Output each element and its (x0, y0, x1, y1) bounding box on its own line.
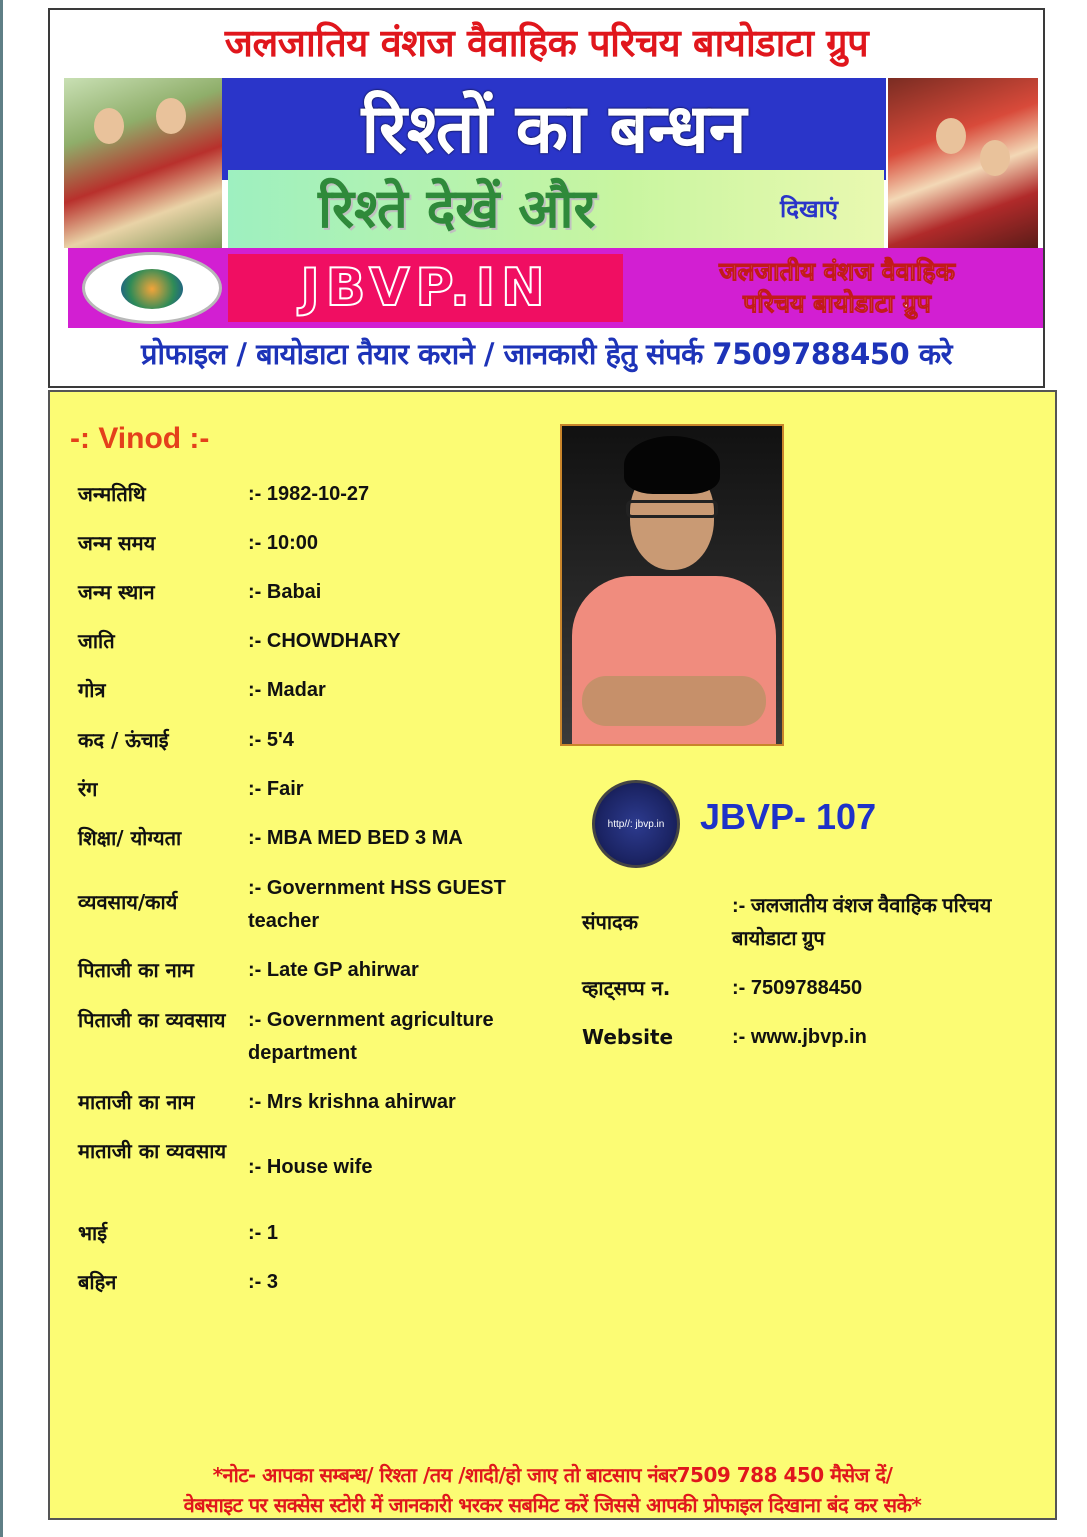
banner-title: जलजातिय वंशज वैवाहिक परिचय बायोडाटा ग्रुप (224, 21, 869, 65)
contact-line: प्रोफाइल / बायोडाटा तैयार कराने / जानकारी हेतु संपर्क 7509788450 करे (141, 337, 952, 371)
headline-block (222, 78, 886, 180)
field-value: :- Government agriculture department (248, 1009, 494, 1064)
contact-label: संपादक (582, 910, 639, 934)
left-edge-rule (0, 0, 3, 1537)
field-label: जन्म स्थान (78, 580, 155, 604)
field-value: :- Government HSS GUEST teacher (248, 877, 506, 932)
subheadline-small-text: दिखाएं (780, 195, 839, 223)
field-value: :- 5'4 (248, 729, 294, 751)
field-label: माताजी का व्यवसाय (78, 1139, 227, 1163)
brand-wordmark: JBVP.IN (300, 258, 551, 318)
badge-text: http//: jbvp.in (607, 819, 665, 830)
header-banner (48, 8, 1045, 388)
profile-photo (560, 424, 784, 746)
field-value: :- CHOWDHARY (248, 630, 401, 652)
field-label: शिक्षा/ योग्यता (78, 826, 182, 850)
field-label: व्यवसाय/कार्य (78, 890, 178, 914)
field-label: कद / ऊंचाई (78, 728, 169, 752)
field-value: :- 1 (248, 1222, 278, 1244)
field-label: जाति (78, 629, 115, 653)
subheadline-text: रिश्ते देखें और (318, 177, 596, 240)
profile-name: -: Vinod :- (70, 422, 210, 455)
contact-label: Website (582, 1025, 674, 1049)
field-value: :- 3 (248, 1271, 278, 1293)
field-label: गोत्र (78, 678, 106, 702)
group-name-line1: जलजातीय वंशज वैवाहिक (719, 257, 955, 286)
field-value: :- 10:00 (248, 532, 319, 554)
contact-label: व्हाट्सप्प न. (582, 976, 671, 1000)
field-label: रंग (78, 777, 98, 801)
field-value: :- Madar (248, 679, 326, 701)
field-label: पिताजी का व्यवसाय (78, 1008, 226, 1032)
couple-photo-left (64, 78, 222, 248)
field-label: जन्मतिथि (78, 482, 146, 506)
footer-note (50, 1460, 1055, 1520)
profile-card (48, 390, 1057, 1520)
couple-photo-right (888, 78, 1038, 248)
brand-wordmark-block (228, 254, 623, 322)
field-value: :- Mrs krishna ahirwar (248, 1091, 456, 1113)
contact-value: :- 7509788450 (732, 977, 863, 999)
field-label: बहिन (78, 1270, 117, 1294)
contact-value[interactable]: :- www.jbvp.in (732, 1026, 867, 1048)
group-logo-icon (82, 252, 222, 324)
group-name-line2: परिचय बायोडाटा ग्रुप (743, 289, 931, 318)
field-label: जन्म समय (78, 531, 156, 555)
subheadline-block (228, 170, 884, 250)
field-value: :- Babai (248, 581, 322, 603)
field-label: भाई (78, 1221, 108, 1245)
field-label: पिताजी का नाम (78, 958, 194, 982)
footer-note-line1: *नोट- आपका सम्बन्ध/ रिश्ता /तय /शादी/हो जाए तो बाटसाप नंबर7509 788 450 मैसेज दें/ (212, 1463, 893, 1487)
footer-note-line2: वेबसाइट पर सक्सेस स्टोरी में जानकारी भरकर सबमिट करें जिससे आपकी प्रोफाइल दिखाना बंद कर सके* (183, 1493, 922, 1517)
contact-value: :- जलजातीय वंशज वैवाहिक परिचय बायोडाटा ग्रुप (732, 895, 992, 950)
field-label: माताजी का नाम (78, 1090, 195, 1114)
field-value: :- House wife (248, 1156, 373, 1178)
field-value: :- Late GP ahirwar (248, 959, 419, 981)
brand-block (68, 248, 1045, 328)
profile-id: JBVP- 107 (700, 796, 877, 837)
headline-text: रिश्तों का बन्धन (361, 90, 747, 169)
website-badge-icon (592, 780, 680, 868)
field-value: :- Fair (248, 778, 304, 800)
field-value: :- MBA MED BED 3 MA (248, 827, 463, 849)
field-value: :- 1982-10-27 (248, 483, 370, 505)
